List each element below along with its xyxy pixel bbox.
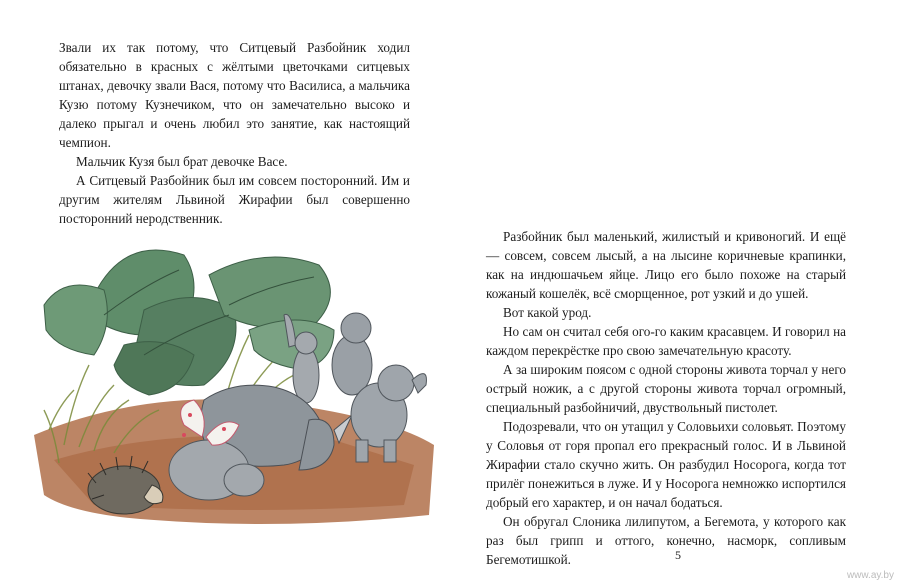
paragraph: А за широким поясом с одной стороны живота торчал у него острый ножик, а с другой стороны живота торчал огромный, специальный разбойничий, двуствольный пистолет. (486, 362, 846, 415)
right-page (450, 0, 900, 585)
left-page-text (59, 38, 410, 228)
paragraph: Он обругал Слоника лилипутом, а Бегемота, у которого как раз был грипп и оттого, конечно, насморк, сопливым Бегемотишкой. (486, 514, 846, 567)
paragraph: Но сам он считал себя ого-го каким красавцем. И говорил на каждом перекрёстке про свою замечательную красоту. (486, 324, 846, 358)
paragraph: Вот какой урод. (503, 305, 592, 320)
watermark: www.ay.by (846, 570, 894, 581)
paragraph: Разбойник был маленький, жилистый и кривоногий. И ещё — совсем, совсем лысый, а на лысине коричневые крапинки, как на индюшачьем яйце. Лицо его было похоже на старый кожаный кошелёк, всё сморщенное, рот узкий и до ушей. (486, 229, 846, 301)
animals-illustration (34, 215, 442, 535)
right-page-text (486, 227, 846, 569)
paragraph: Подозревали, что он утащил у Соловьихи соловьят. Поэтому у Соловья от горя пропал его прекрасный голос. И в Львиной Жирафии стало скучно жить. Он разбудил Носорога, когда тот прилёг понежиться в луже. И у Носорога немножко испортился добрый его характер, и он начал бодаться. (486, 419, 846, 510)
paragraph: Звали их так потому, что Ситцевый Разбойник ходил обязательно в красных с жёлтыми цветочками ситцевых штанах, девочку звали Вася, потому что Василиса, а мальчика Кузю потому Кузнечиком, что он замечательно высоко и далеко прыгал и очень любил это занятие, как настоящий чемпион. (59, 40, 410, 150)
paragraph: А Ситцевый Разбойник был им совсем посторонний. Им и другим жителям Львиной Жирафии был совершенно посторонний неродственник. (59, 173, 410, 226)
paragraph: Мальчик Кузя был брат девочке Васе. (76, 154, 288, 169)
page-number: 5 (675, 548, 681, 562)
